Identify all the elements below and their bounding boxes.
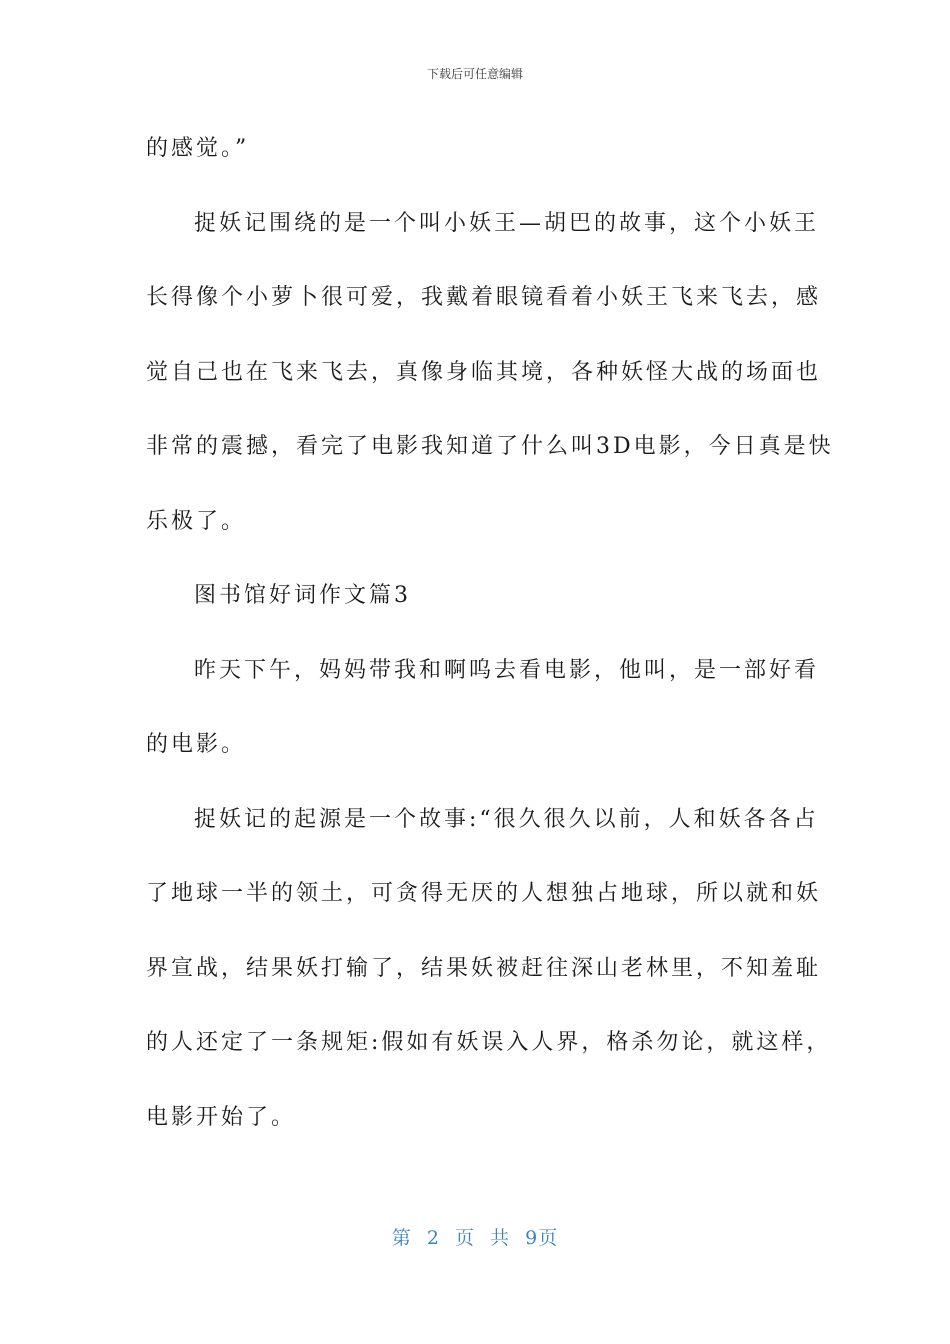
total-pages: 9页 (525, 1227, 559, 1249)
text-line: 电影开始了。 (146, 1104, 297, 1130)
section-heading: 图书馆好词作文篇3 (194, 583, 411, 608)
footer-total-word: 共 (490, 1227, 511, 1249)
text-line: 的电影。 (146, 732, 247, 757)
text-line: 的感觉。” (146, 136, 250, 161)
footer-prefix: 第 (391, 1227, 412, 1249)
text-line: 长得像个小萝卜很可爱，我戴着眼镜看着小妖王飞来飞去，感 (146, 285, 822, 310)
current-page-number: 2 (426, 1227, 440, 1249)
page-header: 下载后可任意编辑 (426, 67, 523, 81)
text-line: 了地球一半的领土，可贪得无厌的人想独占地球，所以就和妖 (146, 881, 822, 906)
paragraph-start-line: 昨天下午，妈妈带我和啊呜去看电影，他叫，是一部好看 (194, 657, 820, 683)
document-body (146, 112, 834, 1155)
footer-page-word: 页 (454, 1227, 475, 1249)
paragraph-start-line: 捉妖记围绕的是一个叫小妖王—胡巴的故事，这个小妖王 (194, 210, 820, 236)
page-footer (0, 1226, 950, 1250)
text-line: 非常的震撼，看完了电影我知道了什么叫3D电影，今日真是快 (146, 434, 834, 459)
text-line: 界宣战，结果妖打输了，结果妖被赶往深山老林里，不知羞耻 (146, 955, 822, 981)
text-line: 乐极了。 (146, 508, 247, 534)
paragraph-start-line: 捉妖记的起源是一个故事:“很久很久以前，人和妖各各占 (194, 806, 819, 832)
text-line: 的人还定了一条规矩:假如有妖误入人界，格杀勿论，就这样， (146, 1030, 832, 1055)
text-line: 觉自己也在飞来飞去，真像身临其境，各种妖怪大战的场面也 (146, 359, 822, 385)
